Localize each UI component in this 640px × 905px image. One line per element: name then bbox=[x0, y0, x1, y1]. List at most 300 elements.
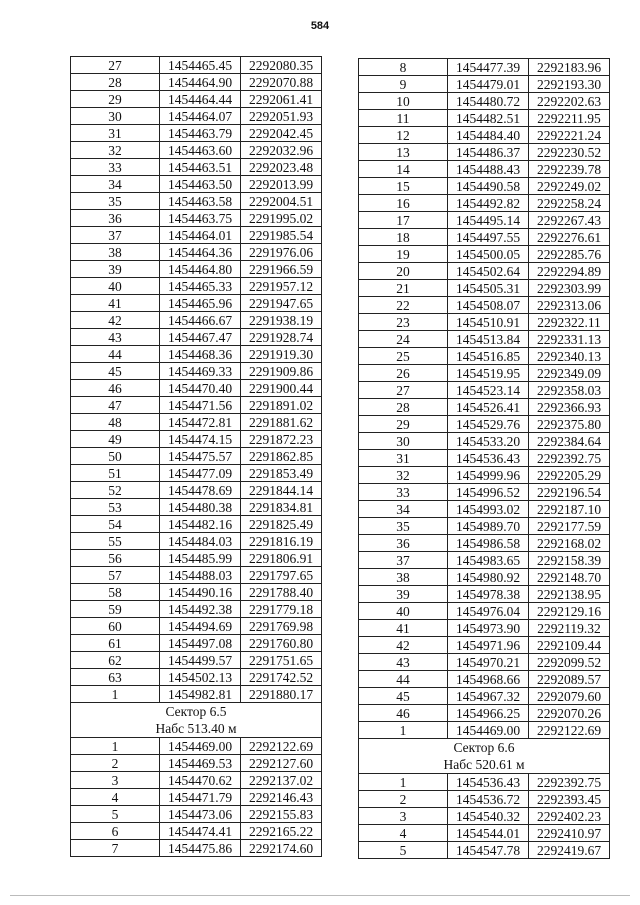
table-row bbox=[71, 448, 322, 465]
table-row bbox=[359, 637, 610, 654]
table-row bbox=[359, 586, 610, 603]
y-coordinate-cell: 2292375.80 bbox=[529, 416, 610, 433]
y-coordinate-cell: 2291834.81 bbox=[241, 499, 322, 516]
point-number-cell: 1 bbox=[359, 722, 448, 739]
table-row bbox=[71, 516, 322, 533]
x-coordinate-cell: 1454967.32 bbox=[448, 688, 529, 705]
x-coordinate-cell: 1454533.20 bbox=[448, 433, 529, 450]
point-number-cell: 49 bbox=[71, 431, 160, 448]
point-number-cell: 3 bbox=[71, 772, 160, 789]
table-row bbox=[71, 601, 322, 618]
x-coordinate-cell: 1454492.38 bbox=[160, 601, 241, 618]
y-coordinate-cell: 2292023.48 bbox=[241, 159, 322, 176]
y-coordinate-cell: 2291872.23 bbox=[241, 431, 322, 448]
point-number-cell: 24 bbox=[359, 331, 448, 348]
table-row bbox=[71, 738, 322, 755]
y-coordinate-cell: 2292051.93 bbox=[241, 108, 322, 125]
x-coordinate-cell: 1454467.47 bbox=[160, 329, 241, 346]
y-coordinate-cell: 2291966.59 bbox=[241, 261, 322, 278]
table-row bbox=[71, 210, 322, 227]
point-number-cell: 51 bbox=[71, 465, 160, 482]
table-row bbox=[359, 280, 610, 297]
table-row bbox=[71, 431, 322, 448]
point-number-cell: 38 bbox=[359, 569, 448, 586]
sector-elevation: Набс 520.61 м bbox=[443, 757, 525, 772]
point-number-cell: 31 bbox=[71, 125, 160, 142]
y-coordinate-cell: 2292177.59 bbox=[529, 518, 610, 535]
table-row bbox=[71, 346, 322, 363]
y-coordinate-cell: 2292322.11 bbox=[529, 314, 610, 331]
table-row bbox=[71, 125, 322, 142]
table-row bbox=[71, 533, 322, 550]
point-number-cell: 57 bbox=[71, 567, 160, 584]
point-number-cell: 13 bbox=[359, 144, 448, 161]
table-row bbox=[359, 161, 610, 178]
y-coordinate-cell: 2292137.02 bbox=[241, 772, 322, 789]
point-number-cell: 44 bbox=[359, 671, 448, 688]
table-row bbox=[359, 808, 610, 825]
x-coordinate-cell: 1454971.96 bbox=[448, 637, 529, 654]
point-number-cell: 5 bbox=[71, 806, 160, 823]
x-coordinate-cell: 1454468.36 bbox=[160, 346, 241, 363]
x-coordinate-cell: 1454490.16 bbox=[160, 584, 241, 601]
y-coordinate-cell: 2292331.13 bbox=[529, 331, 610, 348]
x-coordinate-cell: 1454485.99 bbox=[160, 550, 241, 567]
table-row bbox=[71, 380, 322, 397]
point-number-cell: 34 bbox=[359, 501, 448, 518]
y-coordinate-cell: 2292187.10 bbox=[529, 501, 610, 518]
y-coordinate-cell: 2292402.23 bbox=[529, 808, 610, 825]
table-row bbox=[359, 348, 610, 365]
y-coordinate-cell: 2292138.95 bbox=[529, 586, 610, 603]
y-coordinate-cell: 2292183.96 bbox=[529, 59, 610, 76]
y-coordinate-cell: 2292267.43 bbox=[529, 212, 610, 229]
y-coordinate-cell: 2292340.13 bbox=[529, 348, 610, 365]
x-coordinate-cell: 1454519.95 bbox=[448, 365, 529, 382]
y-coordinate-cell: 2291928.74 bbox=[241, 329, 322, 346]
point-number-cell: 11 bbox=[359, 110, 448, 127]
point-number-cell: 1 bbox=[71, 686, 160, 703]
y-coordinate-cell: 2291788.40 bbox=[241, 584, 322, 601]
point-number-cell: 37 bbox=[71, 227, 160, 244]
point-number-cell: 35 bbox=[71, 193, 160, 210]
table-row bbox=[71, 261, 322, 278]
point-number-cell: 52 bbox=[71, 482, 160, 499]
table-row bbox=[71, 329, 322, 346]
point-number-cell: 42 bbox=[71, 312, 160, 329]
x-coordinate-cell: 1454502.13 bbox=[160, 669, 241, 686]
table-row bbox=[71, 108, 322, 125]
x-coordinate-cell: 1454464.90 bbox=[160, 74, 241, 91]
x-coordinate-cell: 1454480.72 bbox=[448, 93, 529, 110]
point-number-cell: 9 bbox=[359, 76, 448, 93]
point-number-cell: 45 bbox=[359, 688, 448, 705]
point-number-cell: 28 bbox=[359, 399, 448, 416]
x-coordinate-cell: 1454486.37 bbox=[448, 144, 529, 161]
x-coordinate-cell: 1454465.96 bbox=[160, 295, 241, 312]
table-row bbox=[359, 127, 610, 144]
y-coordinate-cell: 2292129.16 bbox=[529, 603, 610, 620]
y-coordinate-cell: 2292384.64 bbox=[529, 433, 610, 450]
x-coordinate-cell: 1454497.08 bbox=[160, 635, 241, 652]
y-coordinate-cell: 2292258.24 bbox=[529, 195, 610, 212]
x-coordinate-cell: 1454490.58 bbox=[448, 178, 529, 195]
x-coordinate-cell: 1454477.39 bbox=[448, 59, 529, 76]
y-coordinate-cell: 2292122.69 bbox=[529, 722, 610, 739]
table-row bbox=[359, 552, 610, 569]
point-number-cell: 38 bbox=[71, 244, 160, 261]
table-row bbox=[71, 193, 322, 210]
y-coordinate-cell: 2291806.91 bbox=[241, 550, 322, 567]
table-row bbox=[359, 314, 610, 331]
y-coordinate-cell: 2292070.88 bbox=[241, 74, 322, 91]
y-coordinate-cell: 2291742.52 bbox=[241, 669, 322, 686]
y-coordinate-cell: 2291853.49 bbox=[241, 465, 322, 482]
y-coordinate-cell: 2292410.97 bbox=[529, 825, 610, 842]
table-row bbox=[71, 686, 322, 703]
point-number-cell: 1 bbox=[359, 774, 448, 791]
table-row bbox=[71, 618, 322, 635]
table-row bbox=[359, 484, 610, 501]
x-coordinate-cell: 1454978.38 bbox=[448, 586, 529, 603]
table-row bbox=[359, 195, 610, 212]
table-row bbox=[71, 499, 322, 516]
x-coordinate-cell: 1454508.07 bbox=[448, 297, 529, 314]
y-coordinate-cell: 2292013.99 bbox=[241, 176, 322, 193]
table-row bbox=[359, 365, 610, 382]
table-row bbox=[359, 110, 610, 127]
point-number-cell: 27 bbox=[359, 382, 448, 399]
y-coordinate-cell: 2291760.80 bbox=[241, 635, 322, 652]
table-row bbox=[71, 755, 322, 772]
y-coordinate-cell: 2291938.19 bbox=[241, 312, 322, 329]
sector-name: Сектор 6.6 bbox=[453, 740, 515, 755]
x-coordinate-cell: 1454484.03 bbox=[160, 533, 241, 550]
point-number-cell: 41 bbox=[71, 295, 160, 312]
point-number-cell: 34 bbox=[71, 176, 160, 193]
table-row bbox=[359, 603, 610, 620]
table-row bbox=[359, 76, 610, 93]
point-number-cell: 33 bbox=[71, 159, 160, 176]
x-coordinate-cell: 1454464.36 bbox=[160, 244, 241, 261]
point-number-cell: 4 bbox=[359, 825, 448, 842]
table-row bbox=[71, 397, 322, 414]
table-row bbox=[359, 774, 610, 791]
y-coordinate-cell: 2292165.22 bbox=[241, 823, 322, 840]
point-number-cell: 32 bbox=[71, 142, 160, 159]
y-coordinate-cell: 2291797.65 bbox=[241, 567, 322, 584]
x-coordinate-cell: 1454993.02 bbox=[448, 501, 529, 518]
table-row bbox=[359, 93, 610, 110]
y-coordinate-cell: 2292392.75 bbox=[529, 450, 610, 467]
table-row bbox=[359, 433, 610, 450]
point-number-cell: 21 bbox=[359, 280, 448, 297]
y-coordinate-cell: 2292148.70 bbox=[529, 569, 610, 586]
point-number-cell: 47 bbox=[71, 397, 160, 414]
table-row bbox=[359, 59, 610, 76]
x-coordinate-cell: 1454983.65 bbox=[448, 552, 529, 569]
y-coordinate-cell: 2291844.14 bbox=[241, 482, 322, 499]
table-row bbox=[71, 57, 322, 74]
x-coordinate-cell: 1454471.56 bbox=[160, 397, 241, 414]
table-row bbox=[359, 671, 610, 688]
x-coordinate-cell: 1454475.86 bbox=[160, 840, 241, 857]
table-row bbox=[71, 414, 322, 431]
x-coordinate-cell: 1454464.80 bbox=[160, 261, 241, 278]
table-row bbox=[71, 482, 322, 499]
y-coordinate-cell: 2291976.06 bbox=[241, 244, 322, 261]
table-row bbox=[359, 331, 610, 348]
y-coordinate-cell: 2292089.57 bbox=[529, 671, 610, 688]
point-number-cell: 36 bbox=[359, 535, 448, 552]
point-number-cell: 7 bbox=[71, 840, 160, 857]
x-coordinate-cell: 1454465.45 bbox=[160, 57, 241, 74]
point-number-cell: 17 bbox=[359, 212, 448, 229]
y-coordinate-cell: 2292230.52 bbox=[529, 144, 610, 161]
point-number-cell: 46 bbox=[71, 380, 160, 397]
page-number: 584 bbox=[310, 20, 330, 32]
x-coordinate-cell: 1454475.57 bbox=[160, 448, 241, 465]
y-coordinate-cell: 2291880.17 bbox=[241, 686, 322, 703]
x-coordinate-cell: 1454516.85 bbox=[448, 348, 529, 365]
table-row bbox=[71, 227, 322, 244]
y-coordinate-cell: 2292285.76 bbox=[529, 246, 610, 263]
x-coordinate-cell: 1454513.84 bbox=[448, 331, 529, 348]
x-coordinate-cell: 1454544.01 bbox=[448, 825, 529, 842]
point-number-cell: 46 bbox=[359, 705, 448, 722]
x-coordinate-cell: 1454986.58 bbox=[448, 535, 529, 552]
x-coordinate-cell: 1454469.00 bbox=[448, 722, 529, 739]
table-row bbox=[359, 229, 610, 246]
point-number-cell: 25 bbox=[359, 348, 448, 365]
y-coordinate-cell: 2292061.41 bbox=[241, 91, 322, 108]
table-row bbox=[359, 535, 610, 552]
x-coordinate-cell: 1454982.81 bbox=[160, 686, 241, 703]
y-coordinate-cell: 2291957.12 bbox=[241, 278, 322, 295]
x-coordinate-cell: 1454488.43 bbox=[448, 161, 529, 178]
table-row bbox=[71, 789, 322, 806]
point-number-cell: 40 bbox=[71, 278, 160, 295]
y-coordinate-cell: 2292202.63 bbox=[529, 93, 610, 110]
table-row bbox=[359, 705, 610, 722]
point-number-cell: 5 bbox=[359, 842, 448, 859]
x-coordinate-cell: 1454536.43 bbox=[448, 450, 529, 467]
sector-name: Сектор 6.5 bbox=[165, 704, 227, 719]
y-coordinate-cell: 2292032.96 bbox=[241, 142, 322, 159]
x-coordinate-cell: 1454470.40 bbox=[160, 380, 241, 397]
point-number-cell: 45 bbox=[71, 363, 160, 380]
point-number-cell: 6 bbox=[71, 823, 160, 840]
point-number-cell: 22 bbox=[359, 297, 448, 314]
y-coordinate-cell: 2291995.02 bbox=[241, 210, 322, 227]
table-row bbox=[359, 654, 610, 671]
table-row bbox=[359, 620, 610, 637]
x-coordinate-cell: 1454980.92 bbox=[448, 569, 529, 586]
x-coordinate-cell: 1454492.82 bbox=[448, 195, 529, 212]
x-coordinate-cell: 1454484.40 bbox=[448, 127, 529, 144]
point-number-cell: 30 bbox=[359, 433, 448, 450]
y-coordinate-cell: 2291881.62 bbox=[241, 414, 322, 431]
x-coordinate-cell: 1454523.14 bbox=[448, 382, 529, 399]
x-coordinate-cell: 1454502.64 bbox=[448, 263, 529, 280]
point-number-cell: 44 bbox=[71, 346, 160, 363]
table-row bbox=[359, 518, 610, 535]
point-number-cell: 63 bbox=[71, 669, 160, 686]
coordinates-table-right bbox=[358, 58, 610, 859]
table-row bbox=[359, 416, 610, 433]
y-coordinate-cell: 2292276.61 bbox=[529, 229, 610, 246]
y-coordinate-cell: 2292393.45 bbox=[529, 791, 610, 808]
point-number-cell: 50 bbox=[71, 448, 160, 465]
x-coordinate-cell: 1454465.33 bbox=[160, 278, 241, 295]
x-coordinate-cell: 1454526.41 bbox=[448, 399, 529, 416]
point-number-cell: 18 bbox=[359, 229, 448, 246]
point-number-cell: 54 bbox=[71, 516, 160, 533]
table-row bbox=[71, 772, 322, 789]
table-row bbox=[359, 791, 610, 808]
y-coordinate-cell: 2292249.02 bbox=[529, 178, 610, 195]
x-coordinate-cell: 1454494.69 bbox=[160, 618, 241, 635]
table-row bbox=[359, 178, 610, 195]
x-coordinate-cell: 1454540.32 bbox=[448, 808, 529, 825]
point-number-cell: 28 bbox=[71, 74, 160, 91]
y-coordinate-cell: 2292358.03 bbox=[529, 382, 610, 399]
point-number-cell: 42 bbox=[359, 637, 448, 654]
y-coordinate-cell: 2292099.52 bbox=[529, 654, 610, 671]
y-coordinate-cell: 2292168.02 bbox=[529, 535, 610, 552]
point-number-cell: 36 bbox=[71, 210, 160, 227]
point-number-cell: 3 bbox=[359, 808, 448, 825]
table-row bbox=[71, 176, 322, 193]
table-row bbox=[359, 399, 610, 416]
x-coordinate-cell: 1454474.41 bbox=[160, 823, 241, 840]
point-number-cell: 40 bbox=[359, 603, 448, 620]
x-coordinate-cell: 1454488.03 bbox=[160, 567, 241, 584]
x-coordinate-cell: 1454482.51 bbox=[448, 110, 529, 127]
sector-header bbox=[359, 739, 610, 774]
x-coordinate-cell: 1454469.53 bbox=[160, 755, 241, 772]
x-coordinate-cell: 1454510.91 bbox=[448, 314, 529, 331]
table-row bbox=[71, 840, 322, 857]
x-coordinate-cell: 1454479.01 bbox=[448, 76, 529, 93]
x-coordinate-cell: 1454463.58 bbox=[160, 193, 241, 210]
y-coordinate-cell: 2292079.60 bbox=[529, 688, 610, 705]
table-row bbox=[71, 806, 322, 823]
point-number-cell: 2 bbox=[359, 791, 448, 808]
x-coordinate-cell: 1454470.62 bbox=[160, 772, 241, 789]
point-number-cell: 56 bbox=[71, 550, 160, 567]
table-row bbox=[359, 842, 610, 859]
table-row bbox=[71, 244, 322, 261]
x-coordinate-cell: 1454495.14 bbox=[448, 212, 529, 229]
y-coordinate-cell: 2291769.98 bbox=[241, 618, 322, 635]
table-row bbox=[71, 567, 322, 584]
x-coordinate-cell: 1454996.52 bbox=[448, 484, 529, 501]
table-row bbox=[359, 825, 610, 842]
table-row bbox=[71, 652, 322, 669]
table-row bbox=[71, 584, 322, 601]
table-row bbox=[71, 159, 322, 176]
x-coordinate-cell: 1454463.75 bbox=[160, 210, 241, 227]
y-coordinate-cell: 2291779.18 bbox=[241, 601, 322, 618]
table-row bbox=[71, 295, 322, 312]
y-coordinate-cell: 2292109.44 bbox=[529, 637, 610, 654]
table-row bbox=[359, 450, 610, 467]
table-row bbox=[359, 501, 610, 518]
point-number-cell: 39 bbox=[71, 261, 160, 278]
point-number-cell: 29 bbox=[359, 416, 448, 433]
y-coordinate-cell: 2292146.43 bbox=[241, 789, 322, 806]
point-number-cell: 39 bbox=[359, 586, 448, 603]
point-number-cell: 2 bbox=[71, 755, 160, 772]
y-coordinate-cell: 2292366.93 bbox=[529, 399, 610, 416]
y-coordinate-cell: 2292196.54 bbox=[529, 484, 610, 501]
page-bottom-rule bbox=[10, 895, 630, 896]
x-coordinate-cell: 1454968.66 bbox=[448, 671, 529, 688]
x-coordinate-cell: 1454976.04 bbox=[448, 603, 529, 620]
table-row bbox=[359, 144, 610, 161]
table-row bbox=[71, 142, 322, 159]
x-coordinate-cell: 1454536.43 bbox=[448, 774, 529, 791]
x-coordinate-cell: 1454973.90 bbox=[448, 620, 529, 637]
y-coordinate-cell: 2292080.35 bbox=[241, 57, 322, 74]
x-coordinate-cell: 1454463.60 bbox=[160, 142, 241, 159]
table-row bbox=[359, 382, 610, 399]
y-coordinate-cell: 2292174.60 bbox=[241, 840, 322, 857]
x-coordinate-cell: 1454536.72 bbox=[448, 791, 529, 808]
x-coordinate-cell: 1454474.15 bbox=[160, 431, 241, 448]
point-number-cell: 1 bbox=[71, 738, 160, 755]
x-coordinate-cell: 1454989.70 bbox=[448, 518, 529, 535]
table-row bbox=[71, 550, 322, 567]
table-row bbox=[71, 91, 322, 108]
y-coordinate-cell: 2292392.75 bbox=[529, 774, 610, 791]
x-coordinate-cell: 1454966.25 bbox=[448, 705, 529, 722]
y-coordinate-cell: 2292349.09 bbox=[529, 365, 610, 382]
table-row bbox=[71, 312, 322, 329]
x-coordinate-cell: 1454999.96 bbox=[448, 467, 529, 484]
point-number-cell: 23 bbox=[359, 314, 448, 331]
y-coordinate-cell: 2291919.30 bbox=[241, 346, 322, 363]
x-coordinate-cell: 1454499.57 bbox=[160, 652, 241, 669]
point-number-cell: 60 bbox=[71, 618, 160, 635]
y-coordinate-cell: 2292004.51 bbox=[241, 193, 322, 210]
y-coordinate-cell: 2291816.19 bbox=[241, 533, 322, 550]
point-number-cell: 29 bbox=[71, 91, 160, 108]
x-coordinate-cell: 1454471.79 bbox=[160, 789, 241, 806]
sector-elevation: Набс 513.40 м bbox=[155, 721, 237, 736]
point-number-cell: 27 bbox=[71, 57, 160, 74]
y-coordinate-cell: 2292119.32 bbox=[529, 620, 610, 637]
y-coordinate-cell: 2291891.02 bbox=[241, 397, 322, 414]
point-number-cell: 4 bbox=[71, 789, 160, 806]
y-coordinate-cell: 2292193.30 bbox=[529, 76, 610, 93]
y-coordinate-cell: 2291985.54 bbox=[241, 227, 322, 244]
table-row bbox=[359, 688, 610, 705]
y-coordinate-cell: 2292313.06 bbox=[529, 297, 610, 314]
y-coordinate-cell: 2292294.89 bbox=[529, 263, 610, 280]
table-row bbox=[359, 246, 610, 263]
point-number-cell: 43 bbox=[359, 654, 448, 671]
y-coordinate-cell: 2291909.86 bbox=[241, 363, 322, 380]
x-coordinate-cell: 1454497.55 bbox=[448, 229, 529, 246]
point-number-cell: 30 bbox=[71, 108, 160, 125]
point-number-cell: 55 bbox=[71, 533, 160, 550]
point-number-cell: 14 bbox=[359, 161, 448, 178]
point-number-cell: 10 bbox=[359, 93, 448, 110]
y-coordinate-cell: 2291947.65 bbox=[241, 295, 322, 312]
table-row bbox=[359, 722, 610, 739]
